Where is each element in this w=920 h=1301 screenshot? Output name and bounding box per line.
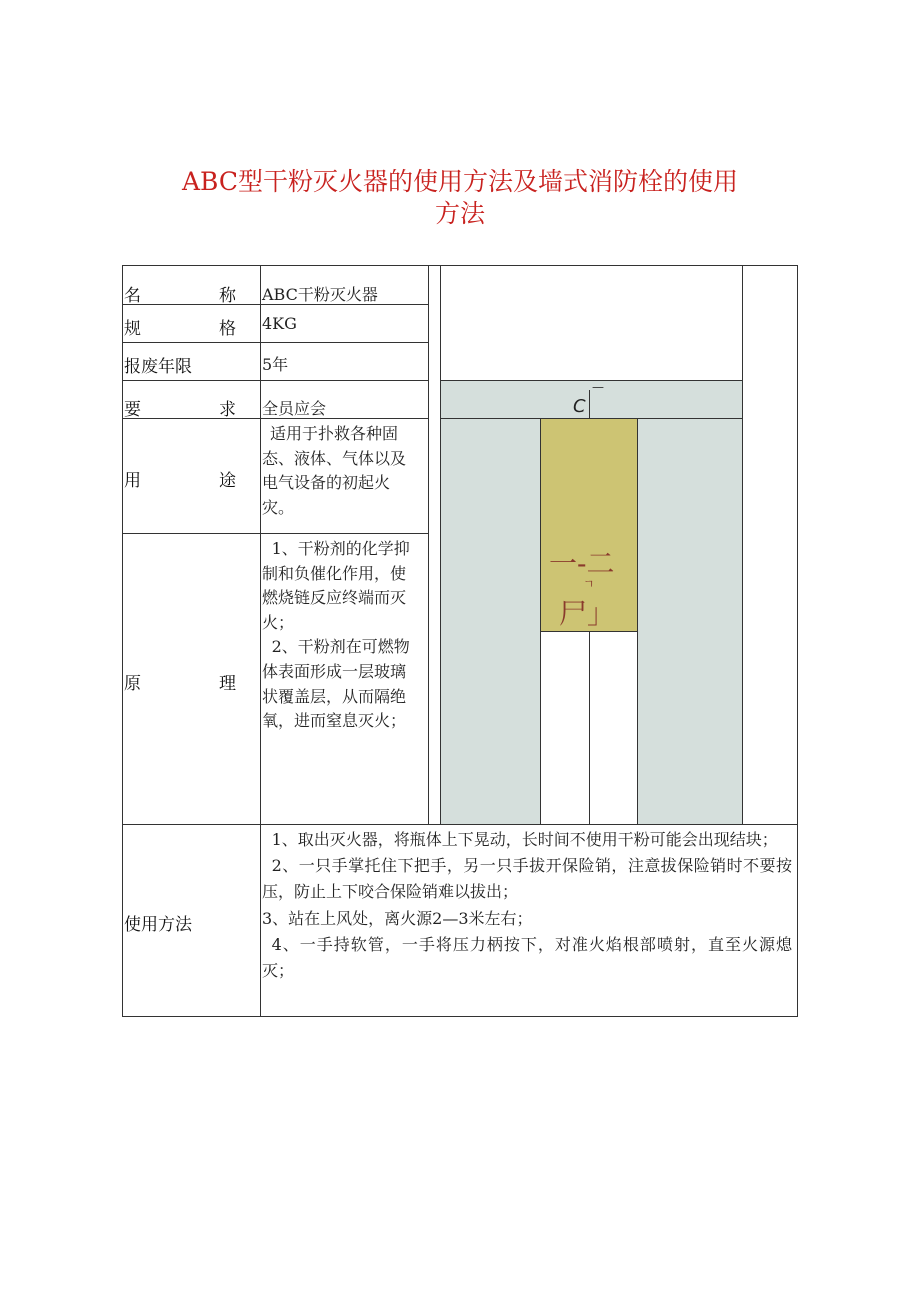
table-border-top bbox=[122, 265, 798, 266]
figure-line-band-top bbox=[440, 380, 742, 381]
label-principle-char-1: 原 bbox=[124, 674, 141, 694]
label-principle-char-2: 理 bbox=[219, 674, 236, 694]
figure-line-tick bbox=[589, 390, 590, 418]
method-step-2: 2、一只手掌托住下把手，另一只手拔开保险销，注意拔保险销时不要按压，防止上下咬合保险销难以拔出； bbox=[262, 856, 792, 902]
label-spec-char-2: 格 bbox=[219, 319, 236, 339]
principle-point-2: 2、干粉剂在可燃物体表面形成一层玻璃状覆盖层，从而隔绝氧，进而窒息灭火； bbox=[262, 637, 410, 731]
figure-glyph-small: ㄱ bbox=[583, 577, 595, 591]
col-divider-c bbox=[742, 265, 743, 825]
value-spec: 4KG bbox=[262, 314, 297, 333]
method-step-4: 4、一手持软管，一手将压力柄按下，对准火焰根部喷射，直至火源熄灭； bbox=[262, 934, 792, 981]
table-border-bottom bbox=[122, 1016, 798, 1017]
value-requirement: 全员应会 bbox=[262, 399, 327, 418]
label-use-char-2: 途 bbox=[219, 471, 236, 491]
document-title bbox=[150, 166, 770, 230]
row-line-2 bbox=[122, 342, 428, 343]
title-line-1: ABC型干粉灭火器的使用方法及墙式消防栓的使用 bbox=[181, 167, 739, 196]
value-principle bbox=[262, 537, 418, 734]
method-step-1: 1、取出灭火器，将瓶体上下晃动，长时间不使用干粉可能会出现结块； bbox=[271, 830, 778, 849]
col-divider-label bbox=[260, 265, 261, 1017]
label-name-char-2: 称 bbox=[219, 286, 236, 306]
label-req-char-1: 要 bbox=[124, 400, 141, 420]
label-life: 报废年限 bbox=[124, 357, 192, 377]
figure-c-mark: C bbox=[573, 396, 586, 417]
method-step-3: 3、站在上风处，离火源2—3米左右； bbox=[262, 908, 533, 928]
figure-glyph-line-1: 一-二 bbox=[549, 547, 615, 580]
value-method bbox=[262, 827, 792, 984]
value-life: 5年 bbox=[262, 355, 289, 374]
label-use bbox=[124, 466, 236, 491]
label-spec bbox=[124, 314, 236, 339]
value-name: ABC干粉灭火器 bbox=[262, 285, 378, 304]
label-requirement bbox=[124, 395, 236, 420]
figure-dash-mark: — bbox=[592, 380, 604, 394]
row-line-3 bbox=[122, 380, 428, 381]
label-name-char-1: 名 bbox=[124, 286, 141, 306]
figure-line-band-bottom bbox=[440, 418, 742, 419]
row-line-5 bbox=[122, 533, 428, 534]
col-divider-b bbox=[440, 265, 441, 825]
figure-line-v1 bbox=[540, 418, 541, 824]
label-method: 使用方法 bbox=[124, 915, 192, 935]
label-req-char-2: 求 bbox=[219, 400, 236, 420]
table-border-right bbox=[797, 265, 798, 1017]
col-divider-a bbox=[428, 265, 429, 825]
row-line-6 bbox=[122, 824, 798, 825]
table-border-left bbox=[122, 265, 123, 1017]
label-spec-char-1: 规 bbox=[124, 319, 141, 339]
figure-line-v3 bbox=[637, 418, 638, 824]
figure-line-v2 bbox=[589, 632, 590, 824]
label-use-char-1: 用 bbox=[124, 471, 141, 491]
value-use: 适用于扑救各种固态、液体、气体以及电气设备的初起火灾。 bbox=[262, 424, 407, 517]
label-principle bbox=[124, 669, 236, 694]
figure-glyph-line-2: 尸」 bbox=[559, 597, 616, 630]
title-line-2: 方法 bbox=[434, 199, 485, 228]
principle-point-1: 1、干粉剂的化学抑制和负催化作用，使燃烧链反应终端而灭火； bbox=[262, 539, 410, 632]
label-name bbox=[124, 281, 236, 306]
